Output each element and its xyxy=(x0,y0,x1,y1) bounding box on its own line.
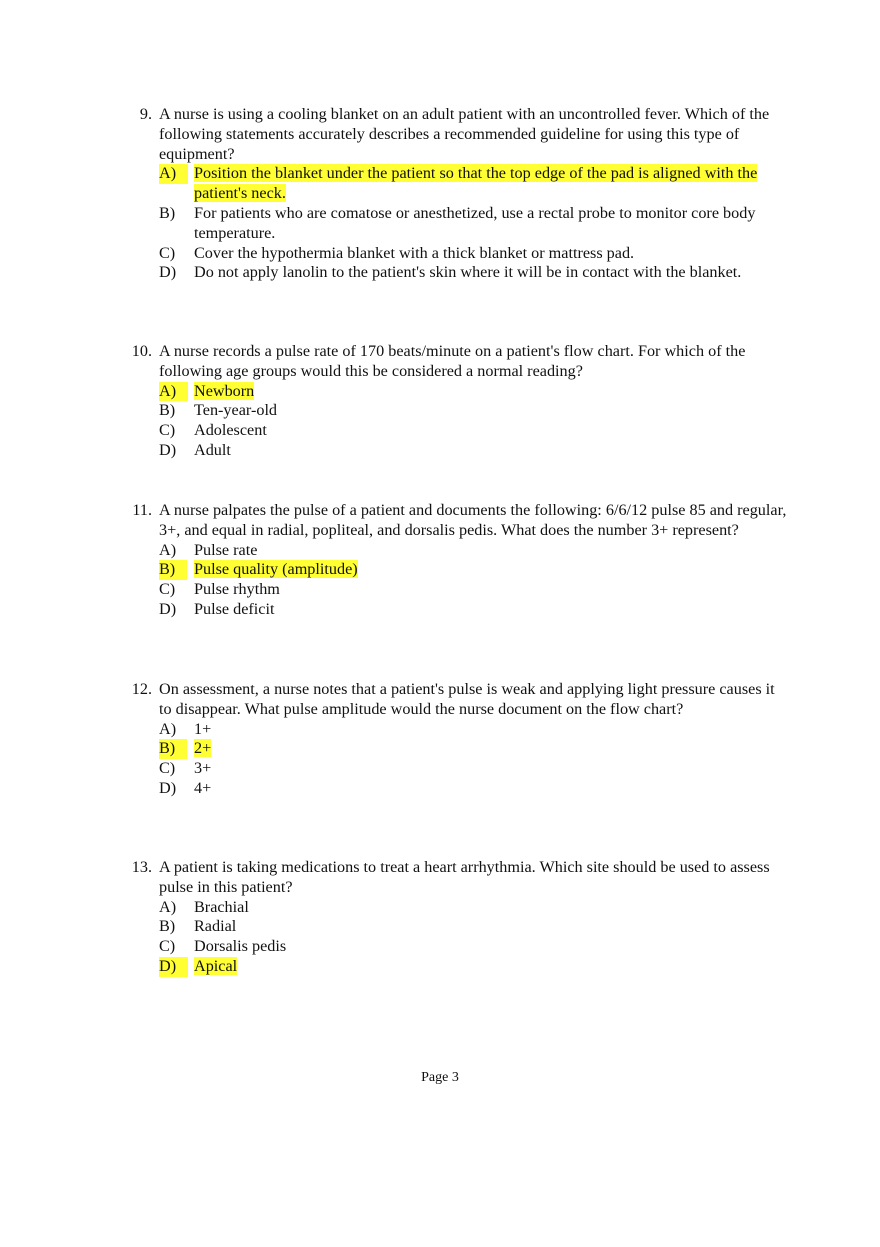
question-stem xyxy=(128,342,788,382)
option-letter: B) xyxy=(159,560,187,580)
option-letter: C) xyxy=(159,243,176,262)
option-letter: D) xyxy=(159,957,188,977)
question-number: 13. xyxy=(131,858,152,876)
option-letter: B) xyxy=(159,401,176,420)
option-text: Brachial xyxy=(194,897,249,916)
option-text: Pulse deficit xyxy=(194,599,275,618)
question-number: 12. xyxy=(131,680,152,698)
option-letter: D) xyxy=(159,440,177,459)
option-letter: C) xyxy=(159,759,176,778)
option-text: Adolescent xyxy=(194,421,267,440)
option-letter: A) xyxy=(159,719,177,738)
option-letter: B) xyxy=(159,739,187,759)
answer-option-d xyxy=(128,441,788,461)
question-stem xyxy=(128,501,788,541)
question-11 xyxy=(128,501,788,620)
question-13 xyxy=(128,858,788,977)
option-text: Pulse rhythm xyxy=(194,580,280,599)
answer-option-a xyxy=(128,382,788,402)
answer-option-b xyxy=(128,917,788,937)
answer-options xyxy=(128,164,788,283)
answer-options xyxy=(128,720,788,799)
question-text: On assessment, a nurse notes that a patient's pulse is weak and applying light pressure causes it to disappear. What pulse amplitude would the nurse document on the flow chart? xyxy=(159,680,775,718)
option-text: Apical xyxy=(194,956,238,975)
answer-option-a xyxy=(128,720,788,740)
answer-option-b xyxy=(128,560,788,580)
answer-option-c xyxy=(128,937,788,957)
answer-option-a xyxy=(128,164,788,204)
question-stem xyxy=(128,105,788,164)
answer-option-a xyxy=(128,541,788,561)
option-letter: D) xyxy=(159,778,177,797)
option-letter: A) xyxy=(159,897,177,916)
option-text: Radial xyxy=(194,917,237,936)
option-text: 1+ xyxy=(194,719,212,738)
answer-option-c xyxy=(128,244,788,264)
question-stem xyxy=(128,680,788,720)
answer-option-c xyxy=(128,759,788,779)
answer-option-b xyxy=(128,401,788,421)
answer-option-d xyxy=(128,600,788,620)
option-letter: D) xyxy=(159,599,177,618)
answer-option-b xyxy=(128,739,788,759)
question-9 xyxy=(128,105,788,283)
answer-option-d xyxy=(128,957,788,977)
option-letter: C) xyxy=(159,580,176,599)
question-text: A nurse records a pulse rate of 170 beats/minute on a patient's flow chart. For which of the following age groups would this be considered a normal reading? xyxy=(159,342,746,380)
option-text: Do not apply lanolin to the patient's skin where it will be in contact with the blanket. xyxy=(194,263,742,282)
option-text: 4+ xyxy=(194,778,212,797)
option-letter: D) xyxy=(159,263,177,282)
option-letter: C) xyxy=(159,937,176,956)
option-letter: A) xyxy=(159,382,188,402)
option-text: Position the blanket under the patient so that the top edge of the pad is aligned with the patient's neck. xyxy=(194,164,758,203)
option-text: Newborn xyxy=(194,381,255,400)
answer-option-b xyxy=(128,204,788,244)
question-10 xyxy=(128,342,788,461)
answer-options xyxy=(128,898,788,977)
answer-options xyxy=(128,541,788,620)
option-letter: A) xyxy=(159,164,188,184)
question-number: 9. xyxy=(139,105,152,123)
option-letter: B) xyxy=(159,203,176,222)
option-text: Pulse quality (amplitude) xyxy=(194,560,358,579)
question-12 xyxy=(128,680,788,799)
option-text: Adult xyxy=(194,440,231,459)
option-text: 2+ xyxy=(194,739,212,758)
question-text: A nurse is using a cooling blanket on an adult patient with an uncontrolled fever. Which of the following statements accurately describes a recommended guideline for using this type of equipment? xyxy=(159,105,770,163)
answer-options xyxy=(128,382,788,461)
question-number: 11. xyxy=(132,501,152,519)
answer-option-c xyxy=(128,421,788,441)
question-text: A patient is taking medications to treat a heart arrhythmia. Which site should be used to assess pulse in this patient? xyxy=(159,858,770,896)
answer-option-d xyxy=(128,779,788,799)
option-text: Pulse rate xyxy=(194,540,258,559)
option-text: 3+ xyxy=(194,759,212,778)
option-letter: B) xyxy=(159,917,176,936)
question-stem xyxy=(128,858,788,898)
option-text: Dorsalis pedis xyxy=(194,937,287,956)
option-text: Cover the hypothermia blanket with a thick blanket or mattress pad. xyxy=(194,243,635,262)
answer-option-c xyxy=(128,580,788,600)
question-number: 10. xyxy=(131,342,152,360)
option-letter: C) xyxy=(159,421,176,440)
answer-option-d xyxy=(128,263,788,283)
question-text: A nurse palpates the pulse of a patient and documents the following: 6/6/12 pulse 85 and regular, 3+, and equal in radial, popliteal, and dorsalis pedis. What does the number 3+ represent? xyxy=(159,501,787,539)
option-text: For patients who are comatose or anesthetized, use a rectal probe to monitor core body temperature. xyxy=(194,203,756,242)
page-number: Page 3 xyxy=(421,1070,459,1085)
answer-option-a xyxy=(128,898,788,918)
option-text: Ten-year-old xyxy=(194,401,278,420)
option-letter: A) xyxy=(159,540,177,559)
